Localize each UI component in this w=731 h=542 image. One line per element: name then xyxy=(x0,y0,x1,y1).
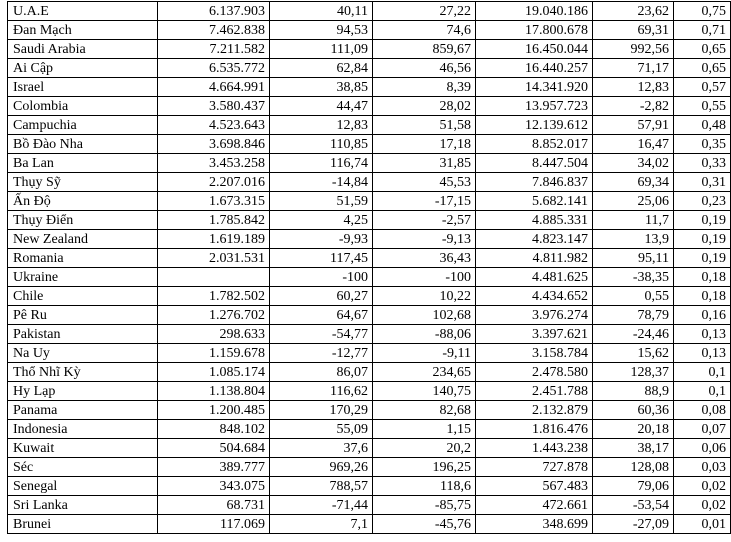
value-cell-3: 31,85 xyxy=(373,154,476,173)
value-cell-1: 2.031.531 xyxy=(158,249,270,268)
value-cell-5: 20,18 xyxy=(593,420,674,439)
value-cell-4: 1.443.238 xyxy=(476,439,593,458)
value-cell-2: -71,44 xyxy=(270,496,373,515)
value-cell-1: 3.698.846 xyxy=(158,135,270,154)
value-cell-6: 0,18 xyxy=(674,268,731,287)
value-cell-4: 8.447.504 xyxy=(476,154,593,173)
value-cell-3: -100 xyxy=(373,268,476,287)
value-cell-6: 0,1 xyxy=(674,382,731,401)
value-cell-4: 2.478.580 xyxy=(476,363,593,382)
value-cell-2: 55,09 xyxy=(270,420,373,439)
value-cell-5: 60,36 xyxy=(593,401,674,420)
value-cell-4: 13.957.723 xyxy=(476,97,593,116)
value-cell-3: 27,22 xyxy=(373,2,476,21)
value-cell-2: 60,27 xyxy=(270,287,373,306)
value-cell-2: 51,59 xyxy=(270,192,373,211)
value-cell-4: 19.040.186 xyxy=(476,2,593,21)
value-cell-4: 4.811.982 xyxy=(476,249,593,268)
value-cell-5: -38,35 xyxy=(593,268,674,287)
value-cell-3: -85,75 xyxy=(373,496,476,515)
value-cell-4: 1.816.476 xyxy=(476,420,593,439)
country-cell: Chile xyxy=(8,287,158,306)
value-cell-6: 0,19 xyxy=(674,211,731,230)
value-cell-3: -17,15 xyxy=(373,192,476,211)
value-cell-1: 68.731 xyxy=(158,496,270,515)
value-cell-6: 0,08 xyxy=(674,401,731,420)
value-cell-2: -54,77 xyxy=(270,325,373,344)
table-row xyxy=(8,78,731,97)
value-cell-5: 0,55 xyxy=(593,287,674,306)
value-cell-5: 95,11 xyxy=(593,249,674,268)
country-cell: Ba Lan xyxy=(8,154,158,173)
value-cell-2: 116,74 xyxy=(270,154,373,173)
value-cell-5: 71,17 xyxy=(593,59,674,78)
table-row xyxy=(8,344,731,363)
value-cell-3: -88,06 xyxy=(373,325,476,344)
country-cell: Séc xyxy=(8,458,158,477)
value-cell-5: 12,83 xyxy=(593,78,674,97)
value-cell-4: 8.852.017 xyxy=(476,135,593,154)
value-cell-1: 4.664.991 xyxy=(158,78,270,97)
value-cell-2: 116,62 xyxy=(270,382,373,401)
value-cell-6: 0,35 xyxy=(674,135,731,154)
value-cell-6: 0,06 xyxy=(674,439,731,458)
table-row xyxy=(8,268,731,287)
table-row xyxy=(8,135,731,154)
country-cell: Senegal xyxy=(8,477,158,496)
value-cell-1: 6.535.772 xyxy=(158,59,270,78)
value-cell-2: 37,6 xyxy=(270,439,373,458)
value-cell-5: 88,9 xyxy=(593,382,674,401)
value-cell-3: 140,75 xyxy=(373,382,476,401)
value-cell-6: 0,33 xyxy=(674,154,731,173)
value-cell-3: 196,25 xyxy=(373,458,476,477)
value-cell-1: 1.085.174 xyxy=(158,363,270,382)
country-cell: Saudi Arabia xyxy=(8,40,158,59)
value-cell-1: 1.782.502 xyxy=(158,287,270,306)
value-cell-1: 1.276.702 xyxy=(158,306,270,325)
value-cell-6: 0,65 xyxy=(674,59,731,78)
value-cell-6: 0,19 xyxy=(674,249,731,268)
table-body xyxy=(8,2,731,534)
table-row xyxy=(8,325,731,344)
country-cell: Na Uy xyxy=(8,344,158,363)
value-cell-2: 62,84 xyxy=(270,59,373,78)
value-cell-4: 2.451.788 xyxy=(476,382,593,401)
data-table xyxy=(7,1,731,534)
country-cell: Bồ Đào Nha xyxy=(8,135,158,154)
value-cell-6: 0,18 xyxy=(674,287,731,306)
table-row xyxy=(8,515,731,534)
table-row xyxy=(8,420,731,439)
value-cell-2: 111,09 xyxy=(270,40,373,59)
country-cell: Brunei xyxy=(8,515,158,534)
table-row xyxy=(8,401,731,420)
value-cell-5: -24,46 xyxy=(593,325,674,344)
value-cell-2: -100 xyxy=(270,268,373,287)
value-cell-1: 1.200.485 xyxy=(158,401,270,420)
value-cell-3: 46,56 xyxy=(373,59,476,78)
value-cell-3: 10,22 xyxy=(373,287,476,306)
table-row xyxy=(8,173,731,192)
value-cell-1 xyxy=(158,268,270,287)
value-cell-6: 0,23 xyxy=(674,192,731,211)
value-cell-3: 859,67 xyxy=(373,40,476,59)
country-cell: Kuwait xyxy=(8,439,158,458)
value-cell-5: -27,09 xyxy=(593,515,674,534)
value-cell-3: 74,6 xyxy=(373,21,476,40)
value-cell-6: 0,01 xyxy=(674,515,731,534)
value-cell-3: 234,65 xyxy=(373,363,476,382)
table-row xyxy=(8,249,731,268)
value-cell-4: 3.397.621 xyxy=(476,325,593,344)
table-row xyxy=(8,458,731,477)
country-cell: Colombia xyxy=(8,97,158,116)
value-cell-4: 4.434.652 xyxy=(476,287,593,306)
value-cell-1: 343.075 xyxy=(158,477,270,496)
value-cell-2: 4,25 xyxy=(270,211,373,230)
value-cell-6: 0,48 xyxy=(674,116,731,135)
value-cell-6: 0,31 xyxy=(674,173,731,192)
value-cell-1: 6.137.903 xyxy=(158,2,270,21)
value-cell-2: 64,67 xyxy=(270,306,373,325)
value-cell-5: -53,54 xyxy=(593,496,674,515)
value-cell-2: 94,53 xyxy=(270,21,373,40)
value-cell-5: 128,08 xyxy=(593,458,674,477)
value-cell-1: 2.207.016 xyxy=(158,173,270,192)
value-cell-6: 0,65 xyxy=(674,40,731,59)
value-cell-2: -9,93 xyxy=(270,230,373,249)
value-cell-4: 12.139.612 xyxy=(476,116,593,135)
value-cell-1: 7.211.582 xyxy=(158,40,270,59)
table-row xyxy=(8,230,731,249)
value-cell-2: 7,1 xyxy=(270,515,373,534)
country-cell: Israel xyxy=(8,78,158,97)
value-cell-3: -45,76 xyxy=(373,515,476,534)
country-cell: Pakistan xyxy=(8,325,158,344)
value-cell-3: 102,68 xyxy=(373,306,476,325)
value-cell-1: 389.777 xyxy=(158,458,270,477)
value-cell-6: 0,13 xyxy=(674,325,731,344)
value-cell-5: 34,02 xyxy=(593,154,674,173)
value-cell-6: 0,71 xyxy=(674,21,731,40)
value-cell-3: 118,6 xyxy=(373,477,476,496)
country-cell: Thụy Điển xyxy=(8,211,158,230)
value-cell-2: 40,11 xyxy=(270,2,373,21)
table-row xyxy=(8,211,731,230)
value-cell-3: -9,13 xyxy=(373,230,476,249)
value-cell-4: 3.976.274 xyxy=(476,306,593,325)
value-cell-2: 44,47 xyxy=(270,97,373,116)
value-cell-5: 69,34 xyxy=(593,173,674,192)
value-cell-4: 472.661 xyxy=(476,496,593,515)
country-cell: Panama xyxy=(8,401,158,420)
country-cell: New Zealand xyxy=(8,230,158,249)
value-cell-5: 25,06 xyxy=(593,192,674,211)
value-cell-4: 567.483 xyxy=(476,477,593,496)
value-cell-2: 117,45 xyxy=(270,249,373,268)
value-cell-1: 7.462.838 xyxy=(158,21,270,40)
country-cell: Romania xyxy=(8,249,158,268)
country-cell: Thụy Sỹ xyxy=(8,173,158,192)
table-row xyxy=(8,21,731,40)
value-cell-3: 82,68 xyxy=(373,401,476,420)
value-cell-5: 11,7 xyxy=(593,211,674,230)
value-cell-3: 17,18 xyxy=(373,135,476,154)
value-cell-4: 2.132.879 xyxy=(476,401,593,420)
value-cell-4: 16.440.257 xyxy=(476,59,593,78)
value-cell-1: 117.069 xyxy=(158,515,270,534)
value-cell-6: 0,03 xyxy=(674,458,731,477)
table-row xyxy=(8,59,731,78)
table-row xyxy=(8,192,731,211)
value-cell-6: 0,16 xyxy=(674,306,731,325)
value-cell-5: 23,62 xyxy=(593,2,674,21)
value-cell-4: 4.885.331 xyxy=(476,211,593,230)
value-cell-3: 51,58 xyxy=(373,116,476,135)
table-row xyxy=(8,496,731,515)
value-cell-4: 7.846.837 xyxy=(476,173,593,192)
country-cell: Thổ Nhĩ Kỳ xyxy=(8,363,158,382)
country-cell: Ukraine xyxy=(8,268,158,287)
value-cell-4: 14.341.920 xyxy=(476,78,593,97)
value-cell-3: 36,43 xyxy=(373,249,476,268)
value-cell-5: 992,56 xyxy=(593,40,674,59)
value-cell-5: -2,82 xyxy=(593,97,674,116)
value-cell-5: 79,06 xyxy=(593,477,674,496)
country-cell: Ấn Độ xyxy=(8,192,158,211)
value-cell-6: 0,1 xyxy=(674,363,731,382)
value-cell-6: 0,07 xyxy=(674,420,731,439)
value-cell-5: 15,62 xyxy=(593,344,674,363)
country-cell: Pê Ru xyxy=(8,306,158,325)
value-cell-6: 0,13 xyxy=(674,344,731,363)
value-cell-2: 969,26 xyxy=(270,458,373,477)
value-cell-2: -14,84 xyxy=(270,173,373,192)
country-cell: Ai Cập xyxy=(8,59,158,78)
value-cell-1: 1.673.315 xyxy=(158,192,270,211)
table-row xyxy=(8,2,731,21)
value-cell-3: 8,39 xyxy=(373,78,476,97)
value-cell-4: 3.158.784 xyxy=(476,344,593,363)
value-cell-5: 13,9 xyxy=(593,230,674,249)
value-cell-5: 16,47 xyxy=(593,135,674,154)
value-cell-4: 16.450.044 xyxy=(476,40,593,59)
value-cell-4: 17.800.678 xyxy=(476,21,593,40)
table-row xyxy=(8,382,731,401)
value-cell-1: 504.684 xyxy=(158,439,270,458)
value-cell-1: 1.159.678 xyxy=(158,344,270,363)
value-cell-2: 38,85 xyxy=(270,78,373,97)
country-cell: Indonesia xyxy=(8,420,158,439)
value-cell-4: 348.699 xyxy=(476,515,593,534)
country-cell: Sri Lanka xyxy=(8,496,158,515)
value-cell-5: 78,79 xyxy=(593,306,674,325)
table-row xyxy=(8,154,731,173)
value-cell-1: 848.102 xyxy=(158,420,270,439)
value-cell-2: -12,77 xyxy=(270,344,373,363)
table-row xyxy=(8,287,731,306)
value-cell-4: 5.682.141 xyxy=(476,192,593,211)
value-cell-3: 45,53 xyxy=(373,173,476,192)
value-cell-3: 28,02 xyxy=(373,97,476,116)
value-cell-2: 12,83 xyxy=(270,116,373,135)
table-row xyxy=(8,40,731,59)
value-cell-3: 1,15 xyxy=(373,420,476,439)
table-row xyxy=(8,439,731,458)
value-cell-2: 170,29 xyxy=(270,401,373,420)
value-cell-3: -9,11 xyxy=(373,344,476,363)
value-cell-6: 0,02 xyxy=(674,477,731,496)
value-cell-1: 1.619.189 xyxy=(158,230,270,249)
table-row xyxy=(8,363,731,382)
value-cell-3: 20,2 xyxy=(373,439,476,458)
value-cell-6: 0,75 xyxy=(674,2,731,21)
value-cell-6: 0,02 xyxy=(674,496,731,515)
value-cell-1: 3.453.258 xyxy=(158,154,270,173)
value-cell-4: 4.481.625 xyxy=(476,268,593,287)
value-cell-6: 0,55 xyxy=(674,97,731,116)
value-cell-5: 69,31 xyxy=(593,21,674,40)
value-cell-4: 727.878 xyxy=(476,458,593,477)
value-cell-6: 0,57 xyxy=(674,78,731,97)
value-cell-1: 1.138.804 xyxy=(158,382,270,401)
table-row xyxy=(8,116,731,135)
value-cell-2: 86,07 xyxy=(270,363,373,382)
value-cell-5: 38,17 xyxy=(593,439,674,458)
value-cell-6: 0,19 xyxy=(674,230,731,249)
value-cell-1: 1.785.842 xyxy=(158,211,270,230)
value-cell-5: 57,91 xyxy=(593,116,674,135)
value-cell-1: 3.580.437 xyxy=(158,97,270,116)
table-row xyxy=(8,477,731,496)
country-cell: Hy Lạp xyxy=(8,382,158,401)
value-cell-2: 788,57 xyxy=(270,477,373,496)
value-cell-2: 110,85 xyxy=(270,135,373,154)
country-cell: Campuchia xyxy=(8,116,158,135)
value-cell-1: 298.633 xyxy=(158,325,270,344)
table-row xyxy=(8,306,731,325)
value-cell-1: 4.523.643 xyxy=(158,116,270,135)
country-cell: Đan Mạch xyxy=(8,21,158,40)
table-row xyxy=(8,97,731,116)
country-cell: U.A.E xyxy=(8,2,158,21)
value-cell-5: 128,37 xyxy=(593,363,674,382)
value-cell-3: -2,57 xyxy=(373,211,476,230)
value-cell-4: 4.823.147 xyxy=(476,230,593,249)
